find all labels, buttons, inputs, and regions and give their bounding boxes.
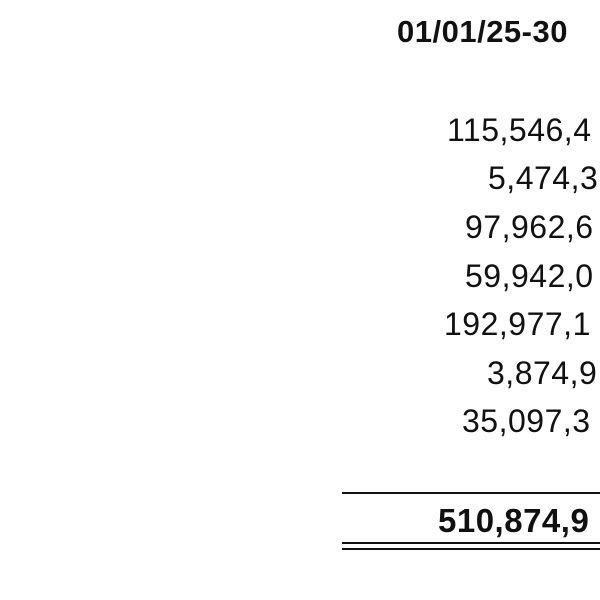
line-item-amount: 59,942,0 (465, 258, 594, 294)
line-item-amount: 115,546,4 (447, 112, 592, 148)
line-item-amount: 3,874,9 (487, 355, 598, 391)
line-item-amount: 192,977,1 (444, 306, 591, 342)
total-double-rule-lower (342, 548, 600, 550)
total-double-rule-upper (342, 542, 600, 544)
line-item-amount: 35,097,3 (462, 403, 591, 439)
total-amount: 510,874,9 (438, 502, 590, 539)
line-item-amount: 5,474,3 (488, 160, 599, 196)
period-column-header: 01/01/25-30 (397, 14, 568, 49)
line-item-amount: 97,962,6 (465, 209, 594, 245)
subtotal-rule (342, 492, 600, 494)
